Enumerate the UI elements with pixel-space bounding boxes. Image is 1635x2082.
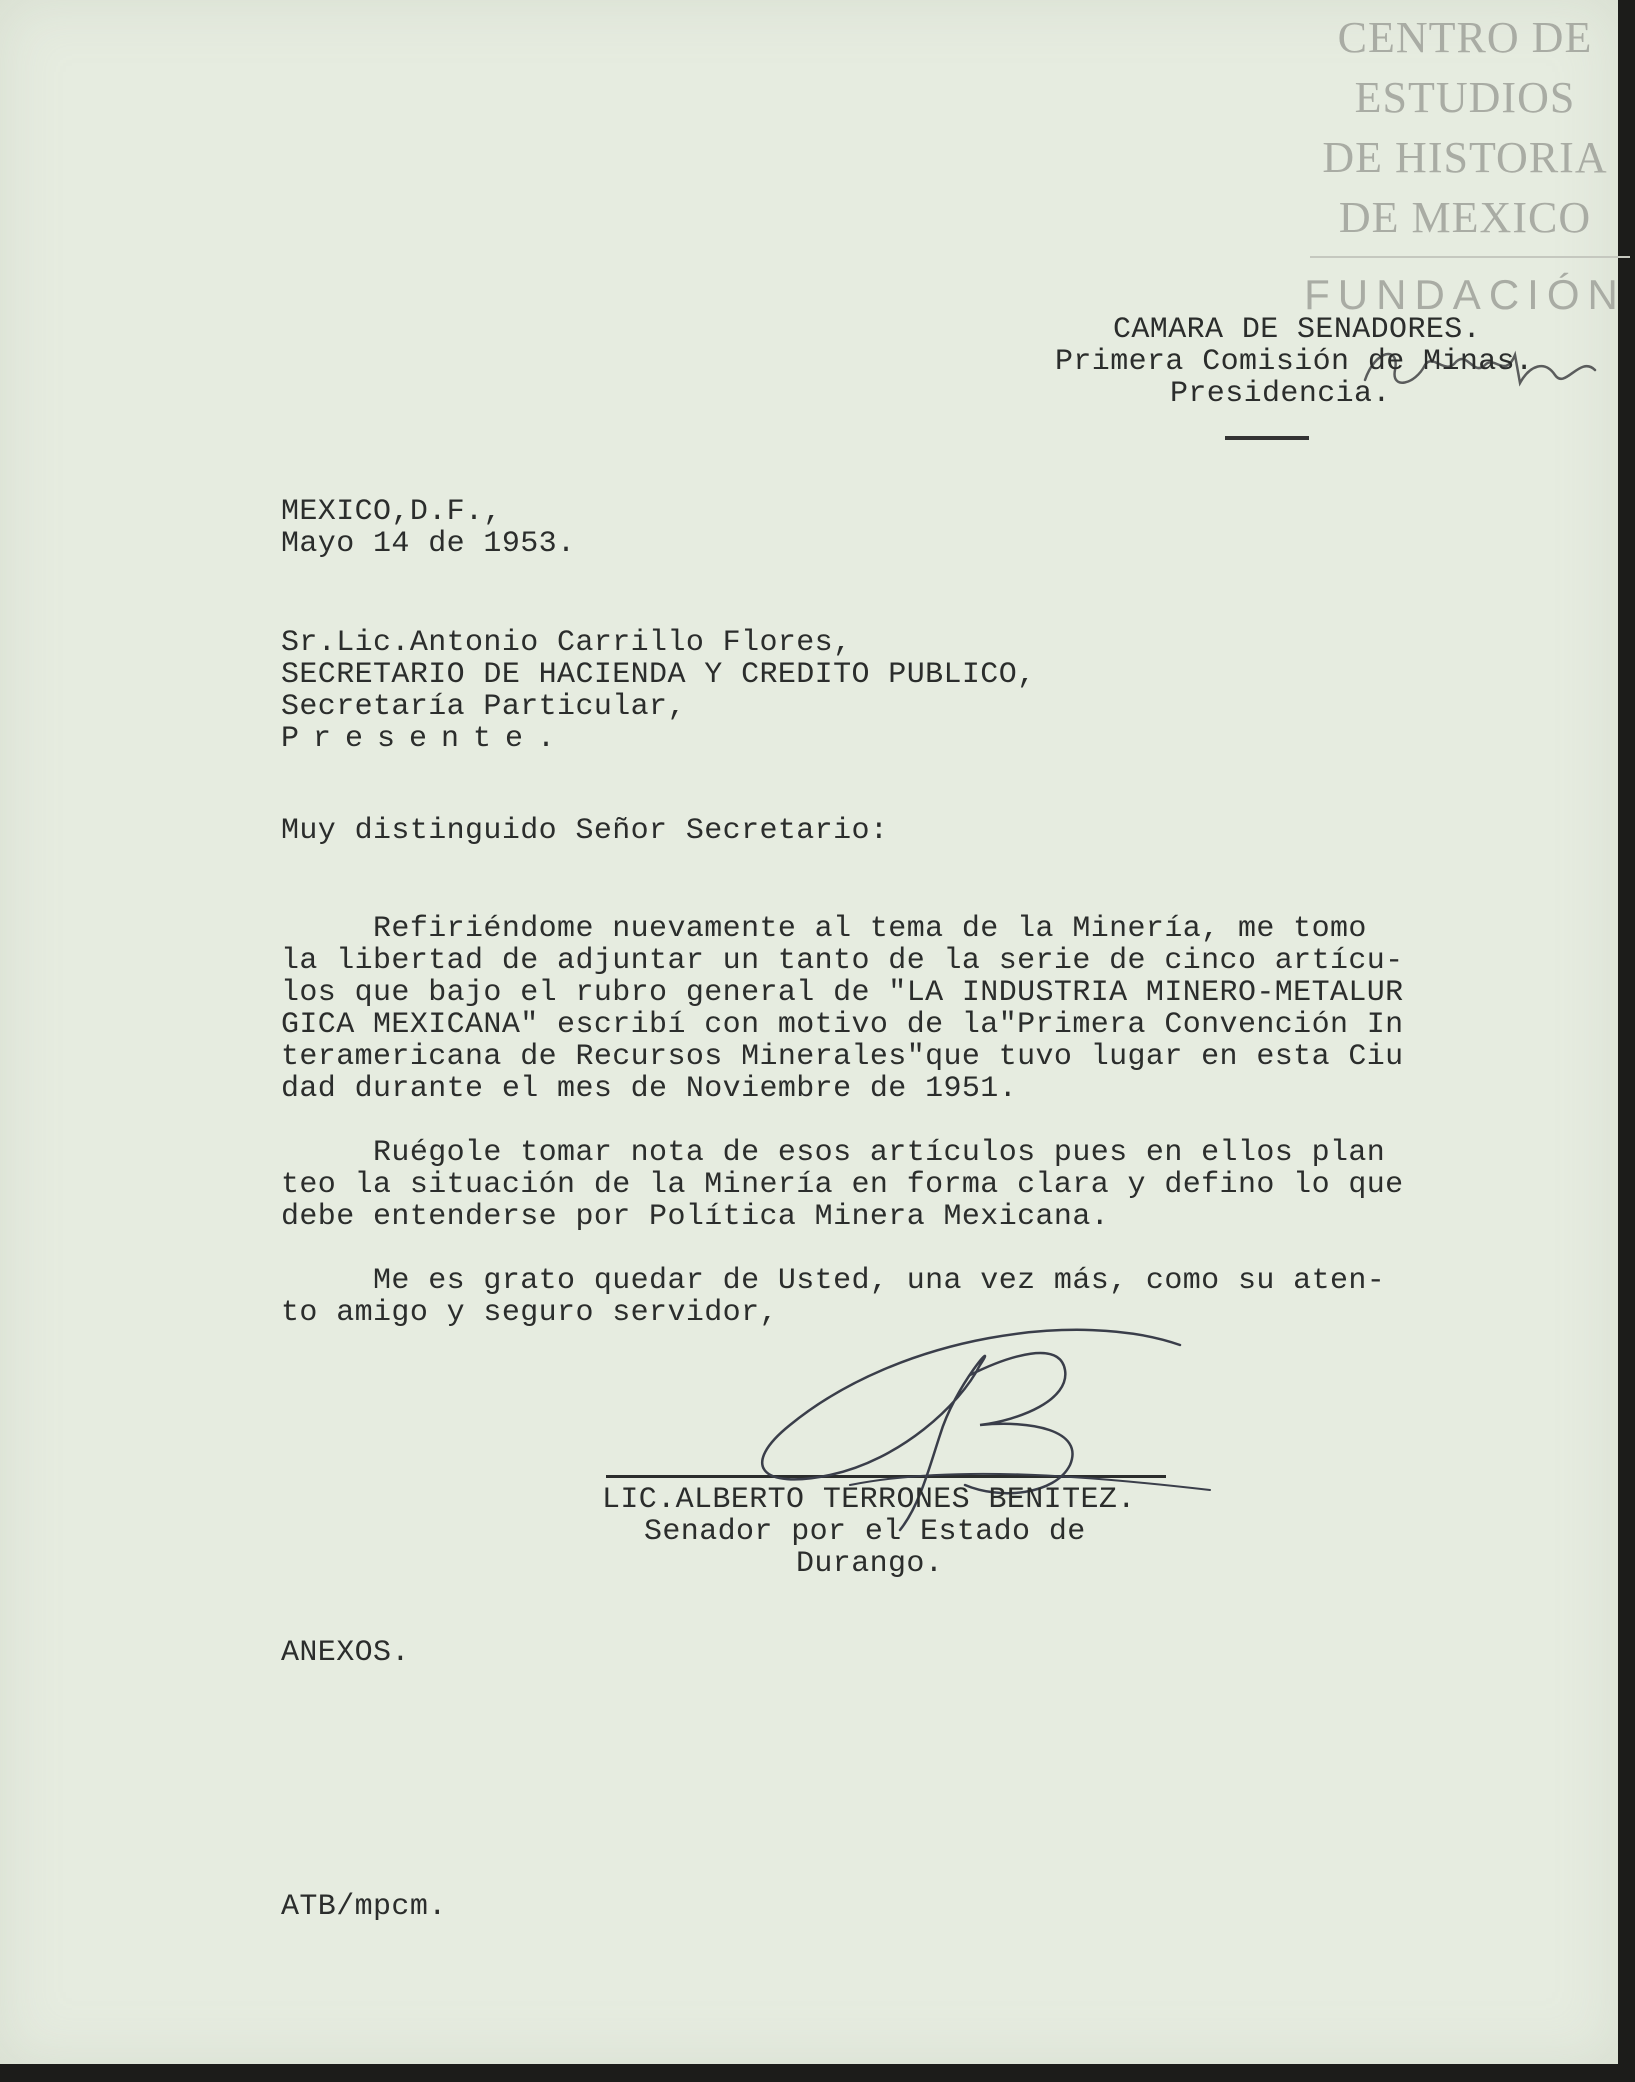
letterhead-line: Primera Comisión de Minas.: [1055, 345, 1534, 379]
letterhead-line: CAMARA DE SENADORES.: [1113, 313, 1482, 347]
letterhead-rule: [1225, 436, 1309, 440]
body-line: Me es grato quedar de Usted, una vez más, como su aten-: [281, 1264, 1386, 1298]
scan-border-bottom: [0, 2064, 1635, 2082]
watermark-line: CENTRO DE: [1337, 13, 1593, 62]
recipient-office: Secretaría Particular,: [281, 690, 686, 724]
signer-name: LIC.ALBERTO TERRONES BENITEZ.: [602, 1483, 1136, 1517]
watermark-line: DE HISTORIA: [1322, 133, 1608, 182]
body-line: Ruégole tomar nota de esos artículos pues en ellos plan: [281, 1136, 1386, 1170]
reference-initials: ATB/mpcm.: [281, 1890, 447, 1924]
body-line: to amigo y seguro servidor,: [281, 1296, 778, 1330]
place-line: MEXICO,D.F.,: [281, 495, 502, 529]
body-line: los que bajo el rubro general de "LA INDUSTRIA MINERO-METALUR: [281, 976, 1404, 1010]
salutation: Muy distinguido Señor Secretario:: [281, 814, 889, 848]
recipient-name: Sr.Lic.Antonio Carrillo Flores,: [281, 626, 852, 660]
letterhead-line: Presidencia.: [1170, 377, 1391, 411]
body-line: la libertad de adjuntar un tanto de la serie de cinco artícu-: [281, 944, 1404, 978]
body-line: teo la situación de la Minería en forma clara y defino lo que: [281, 1168, 1404, 1202]
recipient-title: SECRETARIO DE HACIENDA Y CREDITO PUBLICO,: [281, 658, 1036, 692]
enclosures-note: ANEXOS.: [281, 1636, 410, 1670]
body-line: teramericana de Recursos Minerales"que tuvo lugar en esta Ciu: [281, 1040, 1404, 1074]
body-line: debe entenderse por Política Minera Mexicana.: [281, 1200, 1110, 1234]
signer-role: Senador por el Estado de: [644, 1515, 1086, 1549]
archive-watermark: [1300, 8, 1630, 320]
watermark-foundation: FUNDACIÓN: [1304, 271, 1626, 318]
watermark-line: ESTUDIOS: [1354, 73, 1576, 122]
recipient-presente: Presente.: [281, 722, 570, 756]
signer-state: Durango.: [796, 1547, 944, 1581]
date-line: Mayo 14 de 1953.: [281, 527, 576, 561]
body-line: GICA MEXICANA" escribí con motivo de la"Primera Convención In: [281, 1008, 1404, 1042]
body-line: Refiriéndome nuevamente al tema de la Minería, me tomo: [281, 912, 1367, 946]
body-line: dad durante el mes de Noviembre de 1951.: [281, 1072, 1018, 1106]
watermark-divider: [1310, 256, 1630, 258]
watermark-line: DE MEXICO: [1338, 193, 1592, 242]
